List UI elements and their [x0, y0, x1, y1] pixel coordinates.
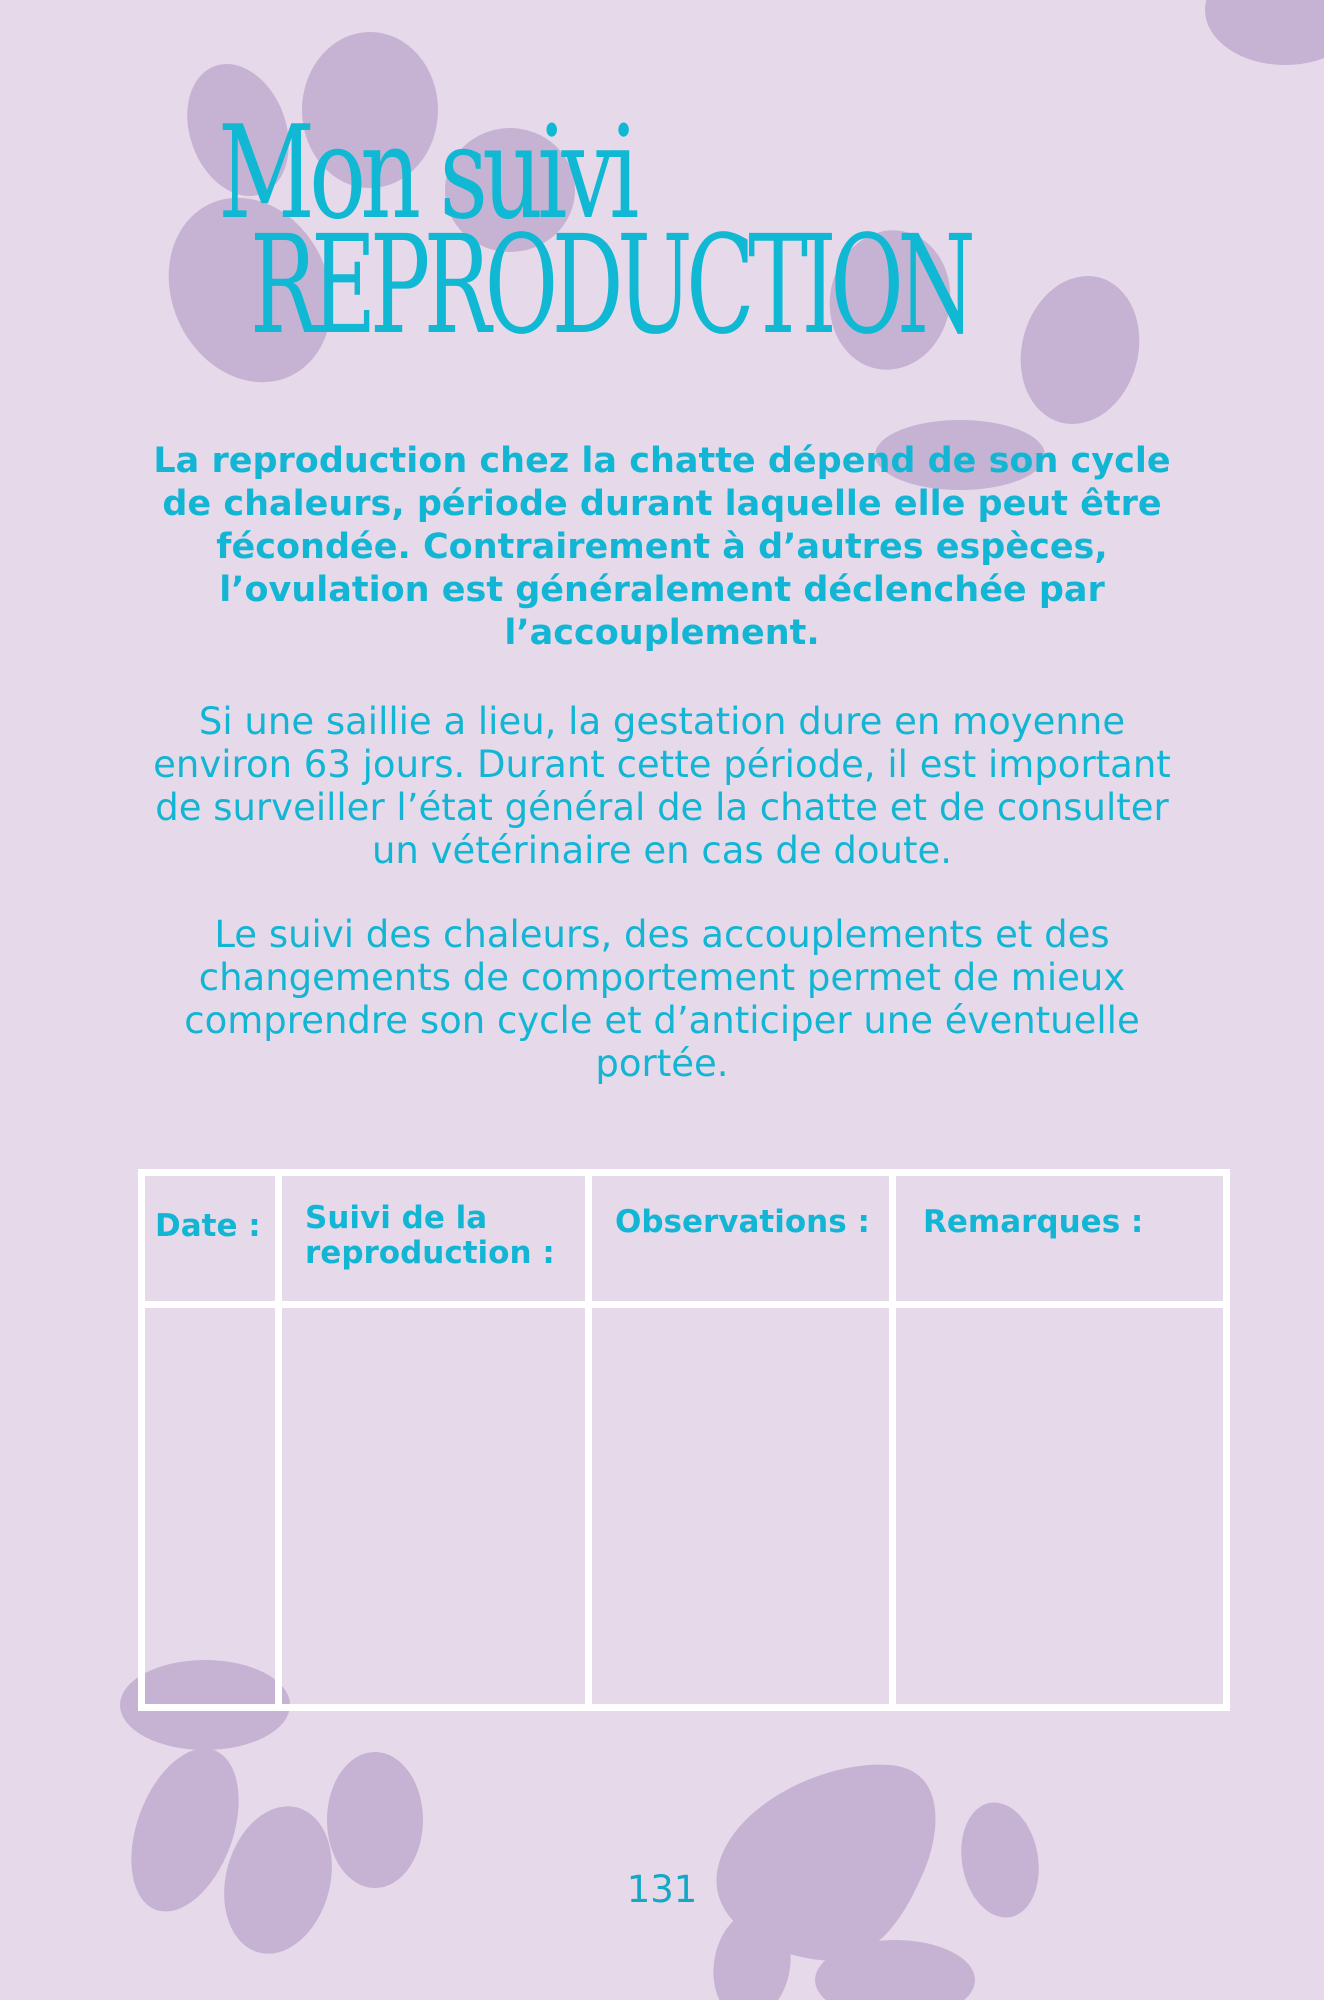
table-column-divider — [889, 1176, 896, 1704]
intro-paragraph: La reproduction chez la chatte dépend de son cycle de chaleurs, période durant laquelle elle peut être fécondée. Contrairement à d’autres espèces, l’ovulation est généralement déclenchée par l’accouplement. — [153, 441, 1171, 653]
table-header-divider — [145, 1301, 1223, 1308]
paw-print-icon — [1205, 0, 1324, 65]
reproduction-tracking-table — [138, 1169, 1230, 1711]
table-header-observations: Observations : — [615, 1204, 870, 1240]
title-line-1: Mon suivi — [218, 99, 634, 248]
table-column-divider — [585, 1176, 592, 1704]
table-header-date: Date : — [155, 1208, 261, 1244]
gestation-paragraph: Si une saillie a lieu, la gestation dure en moyenne environ 63 jours. Durant cette période, il est important de surveiller l’état général de la chatte et de consulter un vétérinaire en cas de doute. — [153, 700, 1171, 872]
tracking-paragraph: Le suivi des chaleurs, des accouplements et des changements de comportement permet de mieux comprendre son cycle et d’anticiper une éventuelle portée. — [184, 913, 1140, 1085]
title-line-2: REPRODUCTION — [250, 207, 970, 365]
table-header-suivi: Suivi de la reproduction : — [305, 1200, 555, 1271]
table-header-remarques: Remarques : — [923, 1204, 1144, 1240]
table-column-divider — [275, 1176, 282, 1704]
page-number: 131 — [626, 1868, 698, 1911]
